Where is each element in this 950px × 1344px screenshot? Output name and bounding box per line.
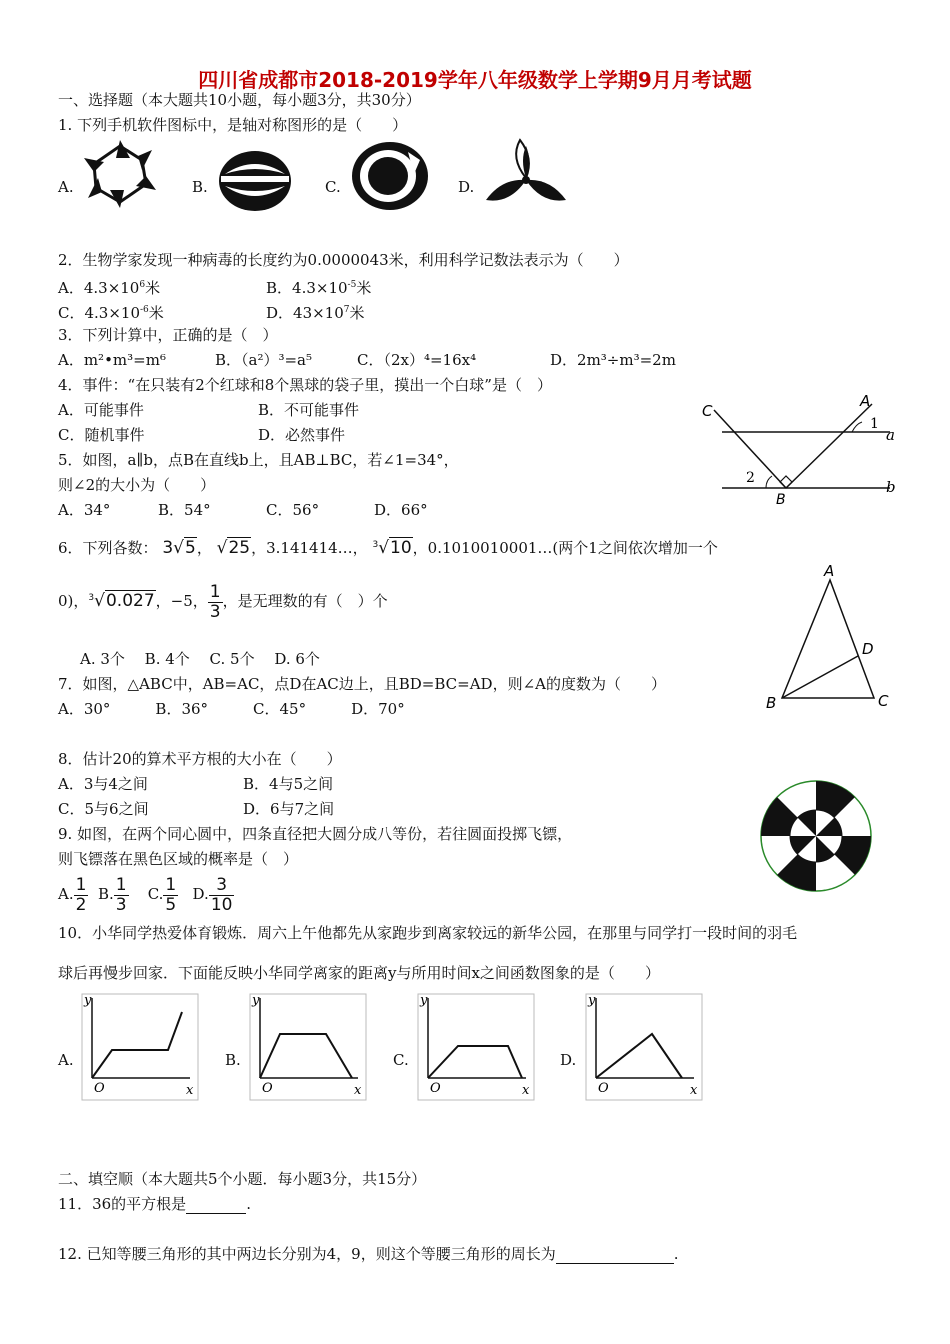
q11-answer-blank[interactable] [186,1195,246,1214]
q10-graph-a [82,994,198,1100]
q6-stem-line1: 6．下列各数： 3√5， √25，3.141414…， $^3$√10，0.1010010001…(两个1之间依次增加一个 [58,538,718,558]
q5-option-c: C．56° [266,501,320,519]
q4-option-b: B．不可能事件 [258,401,360,419]
q10-graph-d [586,994,702,1100]
q9-concentric-circles-figure [758,778,874,894]
q10-b-x: x [354,1083,362,1098]
q2-option-d: D．$43\times 10^7$米 [266,304,365,322]
q7-label-C: C [878,692,889,710]
q4-stem: 4．事件：“在只装有2个红球和8个黑球的袋子里，摸出一个白球”是（ ） [58,376,552,394]
q9-stem-line1: 9. 如图，在两个同心圆中，四条直径把大圆分成八等份，若往圆面投掷飞镖， [58,825,573,843]
q1-icon-d-petals [480,138,572,210]
q6-options: A. 3个 B. 4个 C. 5个 D. 6个 [80,650,320,668]
q10-option-c-label: C. [393,1051,409,1069]
q10-stem-line1: 10．小华同学热爱体育锻炼．周六上午他都先从家跑步到离家较远的新华公园，在那里与同学打一段时间的羽毛 [58,924,798,942]
q1-stem: 1. 下列手机软件图标中，是轴对称图形的是（ ） [58,116,408,134]
section-2-heading: 二、填空顺（本大题共5个小题．每小题3分，共15分） [58,1170,427,1188]
q10-a-x: x [186,1083,194,1098]
q8-option-a: A．3与4之间 [58,775,148,793]
q4-option-d: D．必然事件 [258,426,346,444]
q1-option-b-label: B. [192,178,208,196]
q5-option-a: A．34° [58,501,111,519]
q10-graph-c [418,994,534,1100]
q1-option-d-label: D. [458,178,475,196]
q10-graph-b [250,994,366,1100]
q8-stem: 8．估计20的算术平方根的大小在（ ） [58,750,342,768]
q5-label-B: B [776,492,786,508]
q10-d-x: x [690,1083,698,1098]
q5-label-2: 2 [746,470,755,486]
q10-c-origin: O [430,1081,441,1096]
q10-a-origin: O [94,1081,105,1096]
q1-option-a-label: A. [58,178,74,196]
q8-option-d: D．6与7之间 [243,800,335,818]
q10-stem-line2: 球后再慢步回家．下面能反映小华同学离家的距离y与所用时间x之间函数图象的是（ ） [58,964,660,982]
q3-option-c: C．（2x）⁴=16x⁴ [357,351,477,369]
q5-label-A: A [860,392,871,410]
q5-stem-line2: 则∠2的大小为（ ） [58,476,216,494]
q5-stem-line1: 5．如图，a∥b，点B在直线b上，且AB⊥BC，若∠1=34°， [58,451,459,469]
q4-option-c: C．随机事件 [58,426,145,444]
q1-option-c-label: C. [325,178,341,196]
section-1-heading: 一、选择题（本大题共10小题，每小题3分，共30分） [58,91,421,109]
q5-parallel-lines-figure [700,392,910,512]
q3-stem: 3．下列计算中，正确的是（ ） [58,326,278,344]
q10-b-origin: O [262,1081,273,1096]
q10-d-y: y [588,993,596,1008]
q12: 12. 已知等腰三角形的其中两边长分别为4，9，则这个等腰三角形的周长为 . [58,1245,679,1263]
q2-option-b: B．$4.3\times 10^{-5}$米 [266,279,372,297]
q8-option-c: C．5与6之间 [58,800,149,818]
q5-label-C: C [702,402,713,420]
q7-options: A．30° B．36° C．45° D．70° [58,700,405,718]
q6-stem-line2: 0)，$^3$√0.027，−5， $\frac{1}{3}$ ，是无理数的有（ ）个 [58,581,388,622]
q3-option-b: B．（a²）³=a⁵ [215,351,313,369]
q10-c-y: y [420,993,428,1008]
q10-b-y: y [252,993,260,1008]
q12-answer-blank[interactable] [556,1245,674,1264]
q7-triangle-figure [762,562,902,714]
q2-option-a: A．$4.3\times 10^6$米 [58,279,161,297]
q11: 11．36的平方根是 . [58,1195,251,1213]
q1-icon-a-stars [80,136,160,212]
q5-label-b: b [886,478,896,496]
q7-label-A: A [824,562,835,580]
q5-label-1: 1 [870,416,879,432]
q7-label-B: B [766,694,777,712]
q1-icon-c-swirl [348,138,432,214]
q4-option-a: A．可能事件 [58,401,144,419]
q5-option-b: B．54° [158,501,211,519]
q1-icon-b-rings [215,146,295,216]
q5-option-d: D．66° [374,501,428,519]
q7-label-D: D [862,640,874,658]
q8-option-b: B．4与5之间 [243,775,334,793]
q2-stem: 2．生物学家发现一种病毒的长度约为0.0000043米，利用科学记数法表示为（ ） [58,251,629,269]
q3-option-d: D．2m³÷m³=2m [550,351,676,369]
q10-option-b-label: B. [225,1051,241,1069]
q9-stem-line2: 则飞镖落在黑色区域的概率是（ ） [58,850,299,868]
q5-label-a: a [886,426,895,444]
q2-option-c: C．$4.3\times 10^{-6}$米 [58,304,164,322]
q10-option-a-label: A. [58,1051,74,1069]
page-title: 四川省成都市2018-2019学年八年级数学上学期9月月考试题 [198,68,752,92]
q10-c-x: x [522,1083,530,1098]
q10-a-y: y [84,993,92,1008]
q3-option-a: A．m²•m³=m⁶ [58,351,166,369]
q9-options: A. $\frac{1}{2}$ B. $\frac{1}{3}$ C. $\frac{1}{5}$ D. $\frac{3}{10}$ [58,874,233,915]
q10-option-d-label: D. [560,1051,577,1069]
q10-d-origin: O [598,1081,609,1096]
q7-stem: 7．如图，△ABC中，AB=AC，点D在AC边上，且BD=BC=AD，则∠A的度数为（ ） [58,675,666,693]
